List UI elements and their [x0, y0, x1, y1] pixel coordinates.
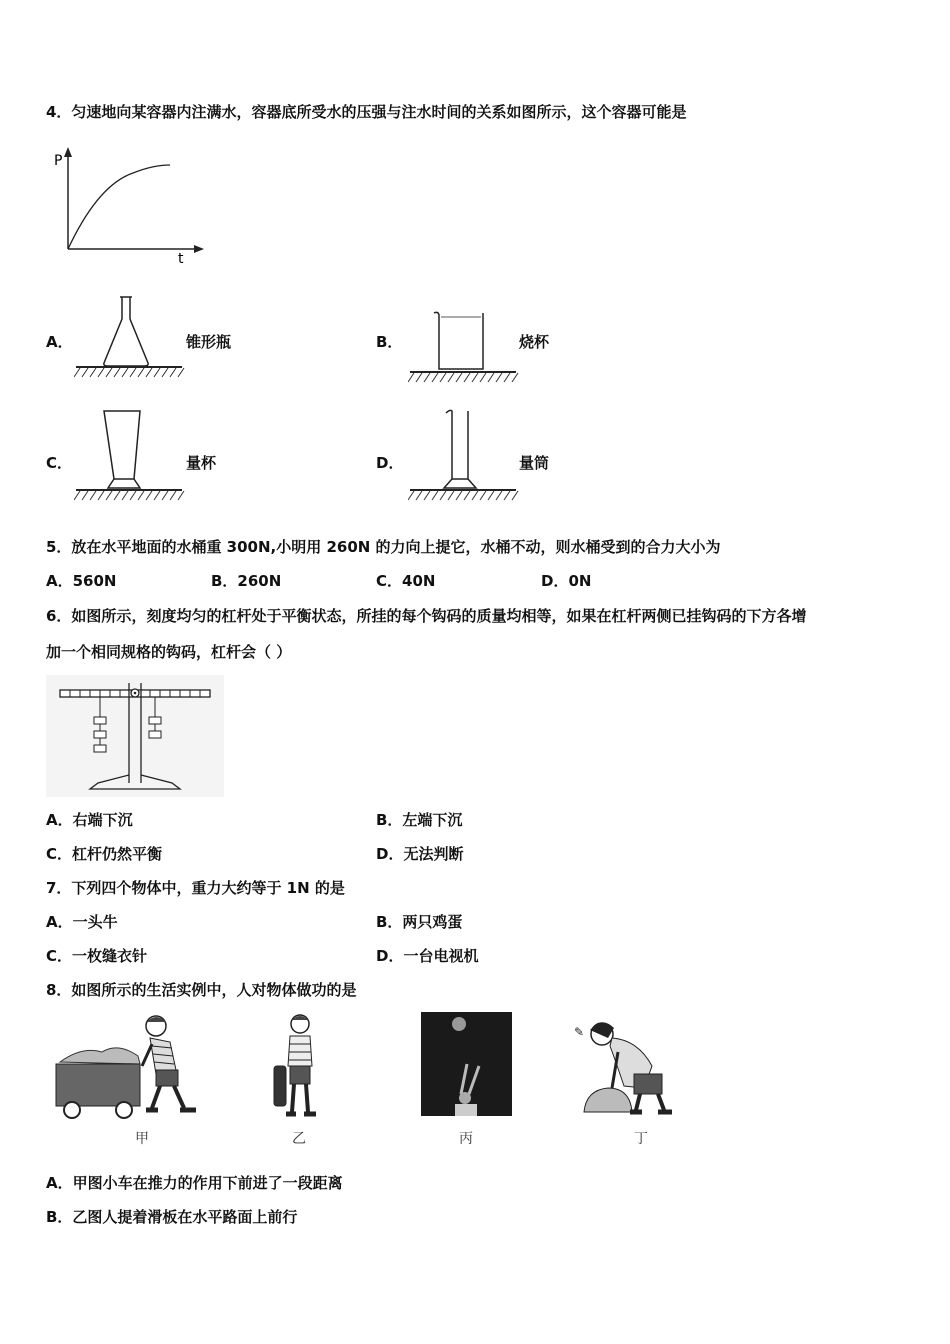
q4-option-b-letter[interactable]: B． [376, 333, 403, 351]
q4-stem: 4．匀速地向某容器内注满水，容器底所受水的压强与注水时间的关系如图所示，这个容器可能是 [46, 103, 687, 121]
basketball-shot-figure [421, 1012, 512, 1116]
q8-caption-yi: 乙 [292, 1131, 306, 1147]
q5-option-b[interactable]: B．260N [211, 572, 282, 590]
q4-option-d-letter[interactable]: D． [376, 454, 404, 472]
q4-option-d-name: 量筒 [519, 454, 550, 472]
q5-option-d[interactable]: D．0N [541, 572, 592, 590]
q5-stem: 5．放在水平地面的水桶重 300N,小明用 260N 的力向上提它，水桶不动，则水桶受到的合力大小为 [46, 538, 721, 556]
q5-option-a[interactable]: A．560N [46, 572, 117, 590]
conical-flask-figure [74, 293, 186, 379]
q8-caption-ding: 丁 [634, 1131, 648, 1147]
q6-stem-line1: 6．如图所示，刻度均匀的杠杆处于平衡状态，所挂的每个钩码的质量均相等，如果在杠杆两侧已挂钩码的下方各增 [46, 607, 807, 625]
q8-option-a[interactable]: A．甲图小车在推力的作用下前进了一段距离 [46, 1174, 343, 1192]
q8-option-b[interactable]: B．乙图人提着滑板在水平路面上前行 [46, 1208, 298, 1226]
q6-option-d[interactable]: D．无法判断 [376, 845, 464, 863]
q7-option-d[interactable]: D．一台电视机 [376, 947, 479, 965]
graph-y-label: P [54, 153, 63, 169]
svg-text:✎: ✎ [574, 1025, 585, 1039]
pressure-time-graph [48, 145, 208, 267]
graph-x-label: t [178, 251, 184, 267]
q7-stem: 7．下列四个物体中，重力大约等于 1N 的是 [46, 879, 345, 897]
q7-option-a[interactable]: A．一头牛 [46, 913, 118, 931]
carrying-skateboard-figure [270, 1012, 326, 1124]
beaker-figure [408, 307, 520, 385]
q6-option-a[interactable]: A．右端下沉 [46, 811, 133, 829]
pushing-cart-figure [52, 1012, 212, 1124]
q4-option-c-letter[interactable]: C． [46, 454, 73, 472]
q7-option-b[interactable]: B．两只鸡蛋 [376, 913, 463, 931]
q6-stem-line2: 加一个相同规格的钩码，杠杆会（ ） [46, 643, 292, 661]
q6-option-b[interactable]: B．左端下沉 [376, 811, 463, 829]
q7-option-c[interactable]: C．一枚缝衣针 [46, 947, 148, 965]
q5-option-c[interactable]: C．40N [376, 572, 436, 590]
q4-option-a-letter[interactable]: A． [46, 333, 73, 351]
measuring-cup-figure [74, 405, 186, 503]
lifting-stone-figure [568, 1012, 690, 1124]
q8-stem: 8．如图所示的生活实例中，人对物体做功的是 [46, 981, 357, 999]
q4-option-a-name: 锥形瓶 [186, 333, 232, 351]
q4-option-c-name: 量杯 [186, 454, 217, 472]
lever-figure [46, 675, 224, 797]
q8-caption-bing: 丙 [459, 1131, 473, 1147]
graduated-cylinder-figure [408, 405, 520, 503]
q8-caption-jia: 甲 [135, 1131, 149, 1147]
q6-option-c[interactable]: C．杠杆仍然平衡 [46, 845, 163, 863]
q4-option-b-name: 烧杯 [519, 333, 550, 351]
